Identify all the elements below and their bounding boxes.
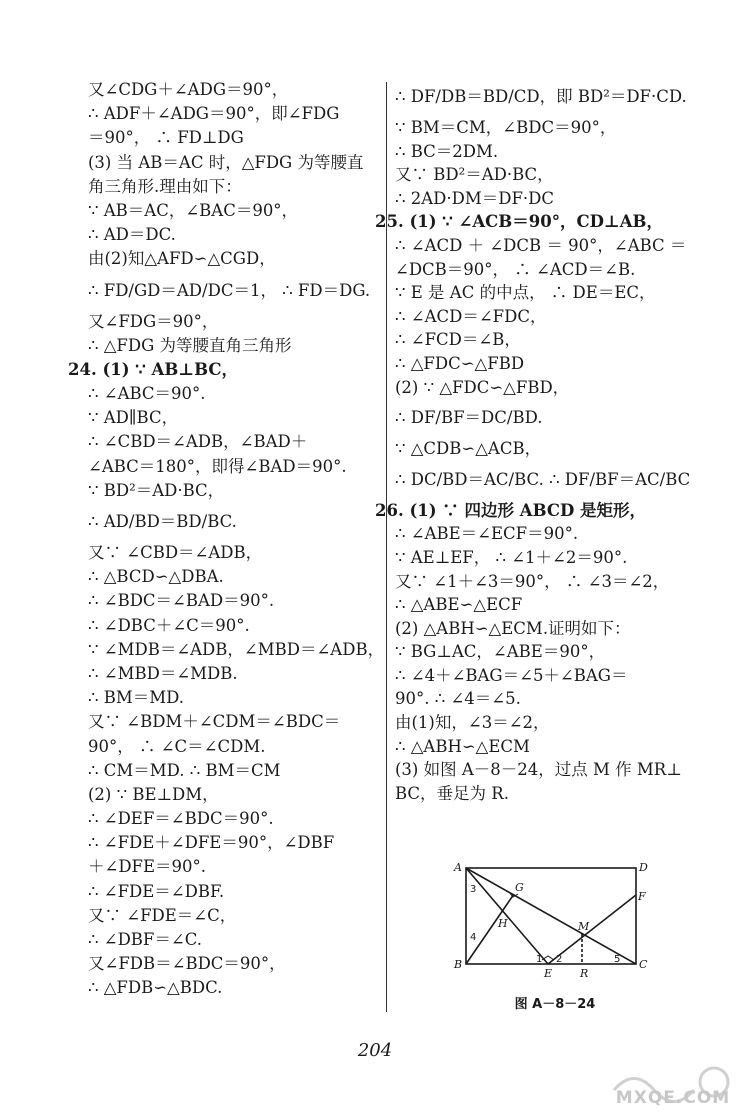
text-line: ∴ △FDB∽△BDC. xyxy=(88,978,223,998)
text-line: ∴ ∠FDE＝∠DBF. xyxy=(88,881,225,901)
text-line: 又∵ ∠CBD＝∠ADB， xyxy=(88,543,263,562)
text-line: ＋∠DFE＝90°. xyxy=(88,857,207,877)
text-line: ∴ ∠BDC＝∠BAD＝90°. xyxy=(88,591,275,611)
text-line: 90°， ∴ ∠C＝∠CDM. xyxy=(88,736,266,756)
angle-label-5: 5 xyxy=(614,954,621,965)
angle-label-3: 3 xyxy=(470,884,477,895)
label-a: A xyxy=(454,861,462,874)
text-line: 又∠FDG＝90°， xyxy=(88,311,219,331)
text-line: 由(2)知△AFD∽△CGD， xyxy=(88,249,276,269)
text-line: ∴ ∠DBC＋∠C＝90°. xyxy=(88,615,250,635)
text-line: ∴ ∠FCD＝∠B， xyxy=(395,330,521,350)
text-line: ∠ABC＝180°，即得∠BAD＝90°. xyxy=(88,456,347,476)
text-line: ∠DCB＝90°， ∴ ∠ACD＝∠B. xyxy=(395,259,636,279)
angle-label-2: 2 xyxy=(556,954,563,965)
fraction-line: ∴ DF/DB＝BD/CD，即 BD²＝DF·CD. xyxy=(395,87,687,106)
text-line: 又∵ ∠FDE＝∠C， xyxy=(88,905,237,925)
label-b: B xyxy=(454,958,463,971)
text-line: ∵ ∠MDB＝∠ADB，∠MBD＝∠ADB， xyxy=(88,639,385,659)
text-line: ∴ BM＝MD. xyxy=(88,688,185,708)
right-column xyxy=(375,78,715,805)
text-line: ∴ △ABH∽△ECM xyxy=(395,736,530,756)
text-line: ∴ ∠ACD＝∠FDC， xyxy=(395,306,547,326)
angle-label-1: 1 xyxy=(536,954,543,965)
label-c: C xyxy=(639,958,648,971)
label-g: G xyxy=(515,881,524,894)
text-line: ∵ BG⊥AC，∠ABE＝90°， xyxy=(395,642,606,662)
angle-label-4: 4 xyxy=(470,932,477,943)
text-line: ∴ △FDG 为等腰直角三角形 xyxy=(88,335,292,355)
label-r: R xyxy=(580,967,589,978)
text-line: ∴ ∠MBD＝∠MDB. xyxy=(88,663,238,683)
fraction-line: ∴ AD/BD＝BD/BC. xyxy=(88,512,237,531)
text-line: 又∵ ∠BDM＋∠CDM＝∠BDC＝ xyxy=(88,712,341,732)
text-line: (2) ∵ △FDC∽△FBD， xyxy=(395,377,570,397)
text-line: ∵ AD∥BC， xyxy=(88,408,179,428)
text-line: ∵ BM＝CM，∠BDC＝90°， xyxy=(395,118,617,137)
text-line: ∴ △FDC∽△FBD xyxy=(395,353,525,373)
problem-26-start: 26. (1) ∵ 四边形 ABCD 是矩形， xyxy=(375,500,647,520)
label-h: H xyxy=(498,917,508,930)
watermark-text: MXQE.COM xyxy=(615,1088,731,1108)
text-line: ∴ ∠DEF＝∠BDC＝90°. xyxy=(88,809,274,829)
text-line: ∴ ∠ABC＝90°. xyxy=(88,384,206,404)
label-m: M xyxy=(578,920,590,933)
text-line: 又∵ BD²＝AD·BC， xyxy=(395,165,554,185)
text-line: ∵ E 是 AC 的中点， ∴ DE＝EC， xyxy=(395,283,656,303)
fraction-line: ∴ DC/BD＝AC/BC. ∴ DF/BF＝AC/BC xyxy=(395,469,691,489)
fraction-line: ∴ FD/GD＝AD/DC＝1， ∴ FD＝DG. xyxy=(88,280,371,300)
text-line: 又∵ ∠1＋∠3＝90°， ∴ ∠3＝∠2， xyxy=(395,571,670,591)
text-line: 角三角形.理由如下： xyxy=(88,176,242,196)
text-line: ∴ 2AD·DM＝DF·DC xyxy=(395,188,555,208)
text-line: (2) △ABH∽△ECM.证明如下： xyxy=(395,618,631,638)
text-line: ∴ BC＝2DM. xyxy=(395,141,499,161)
text-line: (3) 当 AB＝AC 时，△FDG 为等腰直 xyxy=(88,152,364,172)
text-line: ∴ AD＝DC. xyxy=(88,225,176,245)
text-line: ∴ CM＝MD. ∴ BM＝CM xyxy=(88,760,281,780)
text-line: BC，垂足为 R. xyxy=(395,783,509,803)
text-line: ∴ ∠ABE＝∠ECF＝90°. xyxy=(395,524,579,544)
text-line: ∴ ADF＋∠ADG＝90°，即∠FDG xyxy=(88,104,340,124)
problem-25-start: 25. (1) ∵ ∠ACB＝90°，CD⊥AB， xyxy=(375,212,663,232)
label-e: E xyxy=(544,967,553,978)
text-line: 由(1)知，∠3＝∠2， xyxy=(395,713,550,733)
figure-caption: 图 A－8－24 xyxy=(514,997,596,1012)
text-line: ∴ ∠DBF＝∠C. xyxy=(88,930,202,949)
geometry-figure xyxy=(452,858,662,978)
fraction-line: ∴ DF/BF＝DC/BD. xyxy=(395,408,543,428)
problem-24-start: 24. (1) ∵ AB⊥BC， xyxy=(68,359,239,379)
text-line: 又∠CDG＋∠ADG＝90°， xyxy=(88,80,289,99)
text-line: ∴ △ABE∽△ECF xyxy=(395,595,523,615)
text-line: (2) ∵ BE⊥DM， xyxy=(88,784,219,804)
text-line: ∴ ∠4＋∠BAG＝∠5＋∠BAG＝ xyxy=(395,665,628,685)
text-line: ∵ AB＝AC，∠BAC＝90°， xyxy=(88,200,299,220)
text-line: ∴ ∠FDE＋∠DFE＝90°，∠DBF xyxy=(88,833,335,853)
text-line: 90°. ∴ ∠4＝∠5. xyxy=(395,689,521,709)
text-line: ∴ △BCD∽△DBA. xyxy=(88,567,224,587)
left-column xyxy=(68,78,385,1001)
text-line: 又∠FDB＝∠BDC＝90°， xyxy=(88,954,286,974)
label-d: D xyxy=(639,861,648,874)
text-line: ∴ ∠CBD＝∠ADB，∠BAD＋ xyxy=(88,432,308,452)
text-line: ∵ BD²＝AD·BC， xyxy=(88,480,225,500)
label-f: F xyxy=(638,890,646,903)
text-line: (3) 如图 A－8－24，过点 M 作 MR⊥ xyxy=(395,760,682,780)
text-line: ∴ ∠ACD ＋ ∠DCB ＝ 90°，∠ABC ＝ xyxy=(395,235,687,255)
text-line: ＝90°， ∴ FD⊥DG xyxy=(88,128,244,148)
page-number: 204 xyxy=(357,1040,393,1061)
text-line: ∵ AE⊥EF， ∴ ∠1＋∠2＝90°. xyxy=(395,547,628,567)
segment-ae xyxy=(466,868,548,964)
text-line: ∵ △CDB∽△ACB， xyxy=(395,439,542,459)
